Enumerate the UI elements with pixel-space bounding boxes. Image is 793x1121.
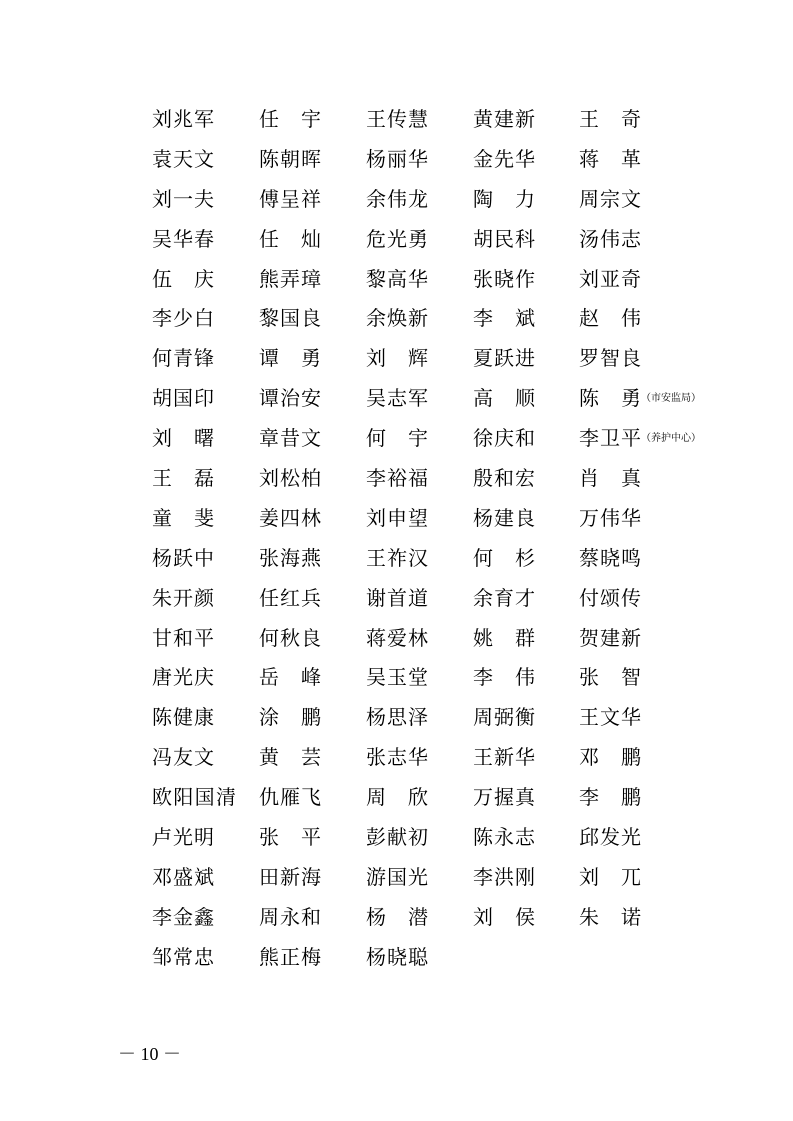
name-entry: 黄 建 新 — [473, 107, 535, 131]
name-entry: 伍 庆 — [152, 266, 214, 291]
name-entry: 陈 勇 — [579, 386, 641, 411]
name-affiliation-note: （养护中心） — [641, 433, 701, 445]
name-entry: 肖 真 — [579, 466, 641, 491]
name-entry: 蒋 爱 林 — [366, 625, 428, 650]
name-entry: 徐 庆 和 — [473, 426, 535, 451]
name-entry: 杨 跃 中 — [152, 545, 214, 570]
name-entry: 唐 光 庆 — [152, 665, 214, 690]
name-entry: 朱 开 颜 — [152, 585, 214, 610]
name-entry: 王 传 慧 — [366, 107, 428, 131]
name-row — [152, 543, 752, 583]
name-entry: 仇 雁 飞 — [259, 785, 321, 810]
name-entry: 危 光 勇 — [366, 226, 428, 251]
name-entry: 张 志 华 — [366, 745, 428, 770]
name-entry: 田 新 海 — [259, 864, 321, 889]
name-entry: 邓 鹏 — [579, 745, 641, 770]
name-entry: 李 鹏 — [579, 785, 641, 810]
name-entry: 李 洪 刚 — [473, 864, 535, 889]
name-entry: 万 握 真 — [473, 785, 535, 810]
name-entry: 邹 常 忠 — [152, 944, 214, 969]
name-row — [152, 303, 752, 343]
name-entry: 刘 兆 军 — [152, 107, 214, 131]
name-row — [152, 343, 752, 383]
name-entry: 李 斌 — [473, 306, 535, 331]
name-entry: 彭 献 初 — [366, 825, 428, 850]
name-entry: 蒋 革 — [579, 146, 641, 171]
name-entry: 刘 申 望 — [366, 505, 428, 530]
name-entry: 李 少 白 — [152, 306, 214, 331]
name-entry: 熊 弄 璋 — [259, 266, 321, 291]
name-entry: 陶 力 — [473, 186, 535, 211]
name-entry: 刘 一 夫 — [152, 186, 214, 211]
name-row — [152, 782, 752, 822]
name-entry: 袁 天 文 — [152, 146, 214, 171]
name-entry: 周 宗 文 — [579, 186, 641, 211]
name-entry: 甘 和 平 — [152, 625, 214, 650]
name-row — [152, 423, 752, 463]
name-row — [152, 583, 752, 623]
name-entry: 杨 思 泽 — [366, 705, 428, 730]
name-entry: 王 磊 — [152, 466, 214, 491]
name-entry: 陈 朝 晖 — [259, 146, 321, 171]
name-entry: 余 伟 龙 — [366, 186, 428, 211]
name-row — [152, 942, 752, 982]
name-entry: 吴 华 春 — [152, 226, 214, 251]
name-entry: 黄 芸 — [259, 745, 321, 770]
name-entry: 万 伟 华 — [579, 505, 641, 530]
name-entry: 王 奇 — [579, 107, 641, 131]
name-entry: 刘 亚 奇 — [579, 266, 641, 291]
name-entry: 王 祚 汉 — [366, 545, 428, 570]
name-entry: 任 红 兵 — [259, 585, 321, 610]
name-entry: 童 斐 — [152, 505, 214, 530]
name-entry: 陈 健 康 — [152, 705, 214, 730]
name-entry: 周 欣 — [366, 785, 428, 810]
name-entry: 金 先 华 — [473, 146, 535, 171]
name-entry: 夏 跃 进 — [473, 346, 535, 371]
name-entry: 卢 光 明 — [152, 825, 214, 850]
name-entry: 汤 伟 志 — [579, 226, 641, 251]
name-entry: 杨 建 良 — [473, 505, 535, 530]
name-row — [152, 264, 752, 304]
name-entry: 欧 阳 国 清 — [152, 785, 236, 810]
name-entry: 周 弼 衡 — [473, 705, 535, 730]
name-entry: 罗 智 良 — [579, 346, 641, 371]
name-entry: 胡 国 印 — [152, 386, 214, 411]
name-entry: 黎 国 良 — [259, 306, 321, 331]
name-entry: 王 文 华 — [579, 705, 641, 730]
name-entry: 刘 曙 — [152, 426, 214, 451]
name-entry: 余 焕 新 — [366, 306, 428, 331]
name-entry: 陈 永 志 — [473, 825, 535, 850]
name-entry: 姜 四 林 — [259, 505, 321, 530]
name-entry: 谭 治 安 — [259, 386, 321, 411]
name-entry: 李 伟 — [473, 665, 535, 690]
name-entry: 涂 鹏 — [259, 705, 321, 730]
name-entry: 高 顺 — [473, 386, 535, 411]
name-row — [152, 822, 752, 862]
name-entry: 蔡 晓 鸣 — [579, 545, 641, 570]
name-entry: 傅 呈 祥 — [259, 186, 321, 211]
name-entry: 刘 兀 — [579, 864, 641, 889]
name-entry: 赵 伟 — [579, 306, 641, 331]
name-entry: 谭 勇 — [259, 346, 321, 371]
name-entry: 付 颂 传 — [579, 585, 641, 610]
name-entry: 冯 友 文 — [152, 745, 214, 770]
name-row — [152, 503, 752, 543]
name-entry: 何 秋 良 — [259, 625, 321, 650]
name-row — [152, 902, 752, 942]
name-entry: 胡 民 科 — [473, 226, 535, 251]
name-entry: 岳 峰 — [259, 665, 321, 690]
name-row — [152, 662, 752, 702]
name-row — [152, 742, 752, 782]
name-entry: 余 育 才 — [473, 585, 535, 610]
name-entry: 邓 盛 斌 — [152, 864, 214, 889]
name-entry: 何 宇 — [366, 426, 428, 451]
name-entry: 何 青 锋 — [152, 346, 214, 371]
name-row — [152, 224, 752, 264]
name-entry: 黎 高 华 — [366, 266, 428, 291]
name-entry: 任 宇 — [259, 107, 321, 131]
name-entry: 刘 松 柏 — [259, 466, 321, 491]
name-entry: 贺 建 新 — [579, 625, 641, 650]
name-row — [152, 184, 752, 224]
name-entry: 张 平 — [259, 825, 321, 850]
name-entry: 李 卫 平 — [579, 426, 641, 451]
name-entry: 周 永 和 — [259, 904, 321, 929]
name-affiliation-note: （市安监局） — [641, 393, 701, 405]
name-entry: 张 智 — [579, 665, 641, 690]
name-row — [152, 862, 752, 902]
name-entry: 邱 发 光 — [579, 825, 641, 850]
name-row — [152, 144, 752, 184]
name-entry: 李 裕 福 — [366, 466, 428, 491]
name-entry: 姚 群 — [473, 625, 535, 650]
name-row — [152, 623, 752, 663]
name-row — [152, 463, 752, 503]
name-entry: 刘 侯 — [473, 904, 535, 929]
name-entry: 杨 潜 — [366, 904, 428, 929]
name-entry: 任 灿 — [259, 226, 321, 251]
name-entry: 杨 晓 聪 — [366, 944, 428, 969]
name-entry: 吴 志 军 — [366, 386, 428, 411]
name-row — [152, 104, 752, 144]
name-entry: 王 新 华 — [473, 745, 535, 770]
page-number: － 10 － — [118, 1044, 181, 1064]
name-entry: 李 金 鑫 — [152, 904, 214, 929]
name-entry: 张 海 燕 — [259, 545, 321, 570]
name-entry: 熊 正 梅 — [259, 944, 321, 969]
name-entry: 张 晓 作 — [473, 266, 535, 291]
name-list — [152, 104, 752, 982]
name-entry: 何 杉 — [473, 545, 535, 570]
name-entry: 吴 玉 堂 — [366, 665, 428, 690]
name-entry: 朱 诺 — [579, 904, 641, 929]
name-entry: 谢 首 道 — [366, 585, 428, 610]
name-entry: 殷 和 宏 — [473, 466, 535, 491]
name-row — [152, 702, 752, 742]
name-entry: 游 国 光 — [366, 864, 428, 889]
name-entry: 刘 辉 — [366, 346, 428, 371]
name-entry: 章 昔 文 — [259, 426, 321, 451]
name-entry: 杨 丽 华 — [366, 146, 428, 171]
name-row — [152, 383, 752, 423]
